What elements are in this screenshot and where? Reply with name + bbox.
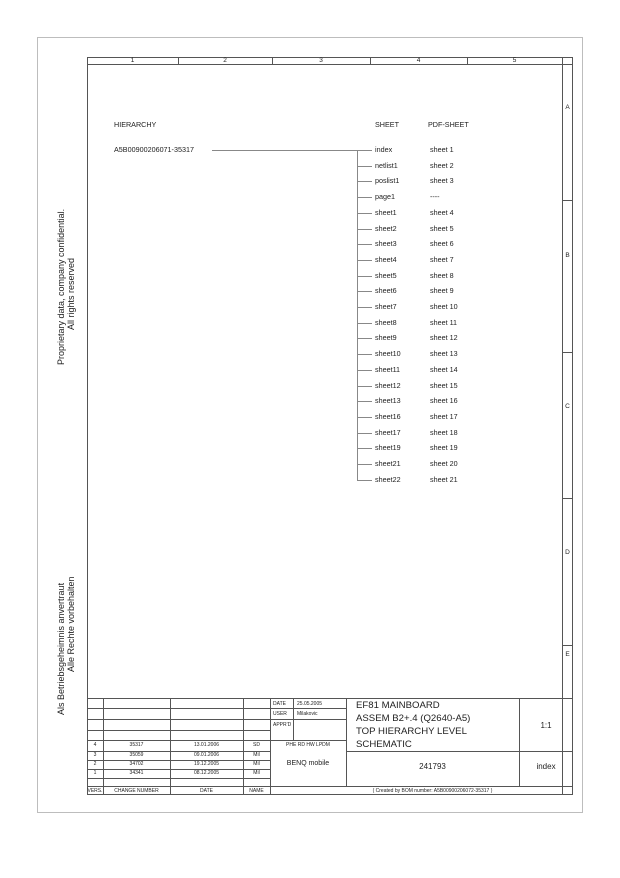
meta-right-divider [346, 698, 347, 786]
pdf-sheet-name: sheet 1 [430, 145, 454, 154]
branch-line [357, 464, 372, 465]
rev-vers: 3 [93, 752, 97, 758]
rev-vers: 2 [93, 761, 97, 767]
rev-header-name: NAME [249, 788, 264, 794]
sheet-name: sheet13 [375, 396, 401, 406]
row-divider [562, 352, 573, 353]
rev-header-vers: VERS. [87, 788, 103, 794]
frame-right-zone-line [562, 57, 563, 795]
sheet-name: sheet11 [375, 364, 401, 374]
row-label: A [565, 104, 570, 111]
row-label: B [565, 252, 570, 259]
title-bottom-line [346, 751, 573, 752]
row-divider [562, 200, 573, 201]
rev-change-number: 34702 [129, 761, 144, 767]
root-connector [212, 150, 357, 151]
pdf-sheet-name: sheet 6 [430, 239, 454, 249]
pdf-sheet-name: sheet 15 [430, 380, 458, 390]
row-divider [562, 498, 573, 499]
meta-line [270, 708, 346, 709]
branch-line [357, 370, 372, 371]
pdf-sheet-name: sheet 17 [430, 411, 458, 421]
german-notice-line2: Alle Rechte vorbehalten [66, 576, 76, 672]
rev-date: 19.12.2005 [193, 761, 220, 767]
rev-name: SD [253, 742, 260, 748]
pdf-sheet-name: sheet 18 [430, 427, 458, 437]
title-line4: SCHEMATIC [356, 739, 412, 750]
title-block-top-border [87, 698, 573, 699]
pdf-sheet-name: sheet 14 [430, 364, 458, 374]
tree-trunk [357, 150, 358, 480]
pdf-sheet-name: sheet 10 [430, 302, 458, 311]
pdf-sheet-heading: PDF-SHEET [428, 120, 469, 129]
column-label: 3 [319, 57, 323, 64]
hierarchy-root: A5B00900206071-35317 [114, 145, 194, 154]
row-label: C [565, 403, 570, 410]
branch-line [357, 291, 372, 292]
german-notice-line1: Als Betriebsgeheimnis anvertraut [56, 582, 66, 715]
row-divider [562, 645, 573, 646]
meta-col-divider [293, 698, 294, 740]
rev-date: 09.01.2006 [193, 752, 220, 758]
branch-line [357, 417, 372, 418]
pdf-sheet-name: sheet 9 [430, 286, 454, 296]
pdf-sheet-name: sheet 13 [430, 349, 458, 359]
branch-line [357, 213, 372, 214]
hierarchy-heading: HIERARCHY [114, 120, 157, 129]
pdf-sheet-name: ---- [430, 192, 440, 202]
date-value: 25.05.2005 [297, 701, 323, 707]
scale: 1:1 [540, 721, 552, 730]
sheet-name: sheet3 [375, 239, 397, 249]
rev-line [87, 740, 346, 741]
sheet-name: sheet1 [375, 207, 397, 217]
row-label: D [565, 549, 570, 556]
rev-name: Mil [253, 752, 260, 758]
rev-header-date: DATE [200, 788, 213, 794]
sheet-name: sheet6 [375, 286, 397, 296]
department: PHE RD HW LPDM [286, 742, 330, 748]
branch-line [357, 244, 372, 245]
branch-line [357, 276, 372, 277]
pdf-sheet-name: sheet 8 [430, 270, 454, 280]
sheet-name: poslist1 [375, 176, 400, 186]
branch-line [357, 338, 372, 339]
sheet-name: sheet7 [375, 302, 397, 311]
sheet-name: sheet10 [375, 349, 401, 359]
sheet-name: page1 [375, 192, 395, 202]
pdf-sheet-name: sheet 7 [430, 254, 454, 264]
sheet-name: sheet9 [375, 333, 397, 343]
title-line2: ASSEM B2+.4 (Q2640-A5) [356, 713, 471, 724]
pdf-sheet-name: sheet 16 [430, 396, 458, 406]
column-label: 4 [416, 57, 421, 64]
apprd-label: APPR'D [273, 722, 292, 728]
sheet-name: sheet8 [375, 317, 397, 327]
date-label: DATE [273, 701, 286, 707]
column-label: 2 [223, 57, 227, 64]
rev-change-number: 35059 [129, 752, 144, 758]
confidential-notice-line1: Proprietary data, company confidential. [56, 208, 66, 365]
pdf-sheet-name: sheet 21 [430, 474, 458, 484]
sheet-name: sheet2 [375, 223, 397, 233]
sheet-name: index [375, 145, 393, 154]
pdf-sheet-name: sheet 3 [430, 176, 454, 186]
branch-line [357, 323, 372, 324]
branch-line [357, 354, 372, 355]
scale-col-divider [519, 698, 520, 786]
branch-line [357, 197, 372, 198]
branch-line [357, 433, 372, 434]
pdf-sheet-name: sheet 4 [430, 207, 454, 217]
branch-line [357, 181, 372, 182]
pdf-sheet-name: sheet 20 [430, 459, 458, 468]
rev-date: 08.12.2005 [193, 770, 220, 776]
branch-line [357, 307, 372, 308]
sheet-name: sheet22 [375, 474, 401, 484]
rev-vers: 1 [93, 770, 97, 776]
sheet-name: netlist1 [375, 160, 398, 170]
sheet-heading: SHEET [375, 120, 399, 129]
column-label: 1 [130, 57, 135, 64]
rev-vers: 4 [93, 742, 97, 748]
rev-change-number: 35317 [129, 742, 144, 748]
sheet-name: sheet12 [375, 380, 401, 390]
company: BENQ mobile [286, 760, 330, 767]
row-label: E [565, 651, 570, 658]
pdf-sheet-name: sheet 2 [430, 160, 454, 170]
pdf-sheet-name: sheet 12 [430, 333, 458, 343]
sheet-name: sheet5 [375, 270, 397, 280]
sheet-name: sheet19 [375, 443, 401, 453]
title-line1: EF81 MAINBOARD [356, 700, 440, 711]
branch-line [357, 448, 372, 449]
pdf-sheet-name: sheet 5 [430, 223, 454, 233]
pdf-sheet-name: sheet 11 [430, 317, 458, 327]
drawing-number: 241793 [419, 762, 446, 771]
rev-name: Mil [253, 770, 260, 776]
sheet-name: sheet4 [375, 254, 397, 264]
branch-line [357, 401, 372, 402]
branch-line [357, 260, 372, 261]
branch-line [357, 229, 372, 230]
created-by-note: ( Created by BOM number: A5B00900206072-35317 ) [372, 788, 493, 794]
title-line3: TOP HIERARCHY LEVEL [356, 726, 467, 737]
column-label: 5 [512, 57, 517, 64]
user-label: USER [273, 711, 287, 717]
rev-name: Mil [253, 761, 260, 767]
page-name: index [536, 762, 556, 771]
user-value: Milakovic [297, 711, 318, 717]
rev-change-number: 34341 [129, 770, 144, 776]
rev-date: 13.01.2006 [193, 742, 220, 748]
branch-line [357, 386, 372, 387]
sheet-name: sheet17 [375, 427, 401, 437]
meta-line [270, 719, 346, 720]
confidential-notice-line2: All rights reserved [66, 257, 76, 330]
sheet-name: sheet21 [375, 459, 401, 468]
branch-line [357, 166, 372, 167]
sheet-name: sheet16 [375, 411, 401, 421]
pdf-sheet-name: sheet 19 [430, 443, 458, 453]
rev-header-change: CHANGE NUMBER [114, 788, 159, 794]
rev-line [87, 786, 573, 787]
branch-line [357, 480, 372, 481]
branch-line [357, 150, 372, 151]
drawing-frame [87, 57, 573, 795]
